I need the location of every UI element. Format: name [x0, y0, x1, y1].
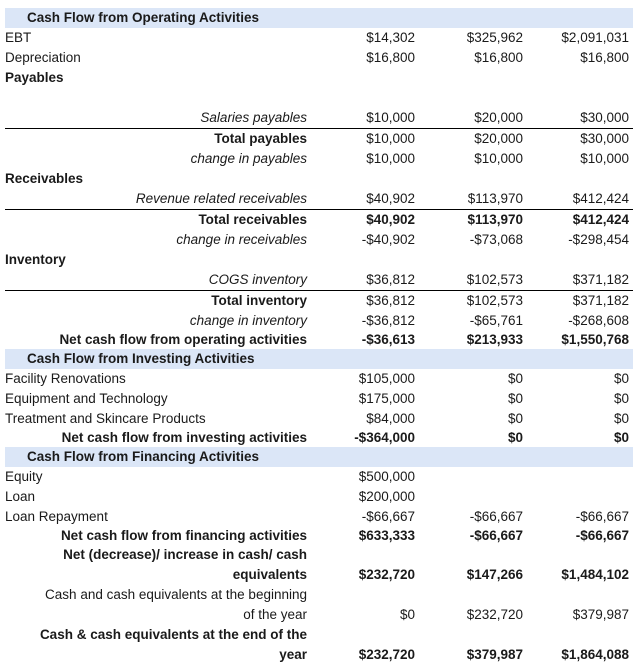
value-year-3: $412,424: [572, 191, 629, 206]
row-label: Net cash flow from financing activities: [60, 528, 307, 543]
value-year-2: $232,720: [466, 607, 523, 622]
row-label: Equipment and Technology: [5, 391, 168, 406]
row-change-inventory: [5, 311, 633, 330]
row-cogs-inventory: [5, 270, 633, 290]
value-year-2: $102,573: [466, 272, 523, 287]
row-label: Payables: [5, 70, 64, 85]
value-year-2: $0: [507, 411, 523, 426]
value-year-3: $16,800: [580, 50, 629, 65]
value-year-1: $36,812: [366, 272, 415, 287]
row-label: Facility Renovations: [5, 371, 126, 386]
value-year-2: $102,573: [466, 293, 523, 308]
row-total-receivables: [5, 209, 633, 230]
row-label: Revenue related receivables: [135, 191, 307, 206]
row-salaries-payables: [5, 108, 633, 128]
row-label: Loan Repayment: [5, 509, 108, 524]
row-label: Total inventory: [211, 293, 307, 308]
value-year-2: $0: [507, 371, 523, 386]
row-depreciation: [5, 48, 633, 68]
value-year-1: $40,902: [366, 191, 415, 206]
row-label: Equity: [5, 469, 43, 484]
value-year-2: $0: [507, 430, 523, 445]
value-year-3: $379,987: [572, 607, 629, 622]
section-header-investing: [5, 349, 633, 369]
value-year-2: $113,970: [467, 191, 523, 206]
value-year-1: $36,812: [366, 293, 415, 308]
value-year-3: -$66,667: [575, 528, 629, 543]
value-year-2: $213,933: [466, 332, 523, 347]
value-year-3: $0: [613, 411, 629, 426]
row-label: Depreciation: [5, 50, 81, 65]
row-label: Cash Flow from Operating Activities: [27, 10, 260, 25]
value-year-3: $0: [613, 371, 629, 386]
row-label: Cash Flow from Financing Activities: [27, 449, 260, 464]
value-year-3: $30,000: [580, 110, 629, 125]
value-year-1: $105,000: [358, 371, 415, 386]
row-label: Net cash flow from operating activities: [59, 332, 307, 347]
value-year-1: $16,800: [366, 50, 415, 65]
section-header-financing: [5, 447, 633, 467]
value-year-2: $147,266: [466, 567, 523, 582]
row-loan-repayment: [5, 507, 633, 526]
row-label: COGS inventory: [208, 272, 307, 287]
row-change-receivables: [5, 230, 633, 250]
value-year-2: -$66,667: [469, 509, 523, 524]
value-year-1: $633,333: [358, 528, 415, 543]
value-year-3: $371,182: [572, 272, 629, 287]
value-year-1: $232,720: [358, 567, 415, 582]
row-net-investing: [5, 428, 633, 447]
section-header-operating: [5, 8, 633, 28]
row-receivables-header: [5, 169, 633, 189]
value-year-1: $40,902: [366, 212, 415, 227]
value-year-3: $1,550,768: [561, 332, 629, 347]
value-year-1: $500,000: [358, 469, 415, 484]
row-label: EBT: [5, 30, 32, 45]
value-year-2: $10,000: [474, 151, 523, 166]
row-ebt: [5, 28, 633, 48]
row-payables-header: [5, 68, 633, 88]
row-beginning-line2: [5, 605, 633, 625]
row-end-line2: [5, 645, 633, 665]
row-label: Total payables: [214, 131, 307, 146]
value-year-1: -$36,812: [361, 313, 415, 328]
value-year-3: $10,000: [580, 151, 629, 166]
value-year-1: -$40,902: [361, 232, 415, 247]
value-year-1: $14,302: [366, 30, 415, 45]
value-year-2: -$66,667: [469, 528, 523, 543]
row-inventory-header: [5, 250, 633, 270]
value-year-1: -$364,000: [354, 430, 415, 445]
row-label: equivalents: [232, 567, 307, 582]
row-label: of the year: [243, 607, 307, 622]
row-label: Net (decrease)/ increase in cash/ cash: [63, 547, 307, 562]
row-loan: [5, 487, 633, 507]
value-year-1: $10,000: [366, 110, 415, 125]
value-year-1: $232,720: [358, 647, 415, 662]
value-year-3: $412,424: [572, 212, 629, 227]
row-total-inventory: [5, 290, 633, 311]
row-net-operating: [5, 330, 633, 349]
row-change-payables: [5, 149, 633, 169]
row-equity: [5, 467, 633, 487]
value-year-3: -$298,454: [568, 232, 629, 247]
row-label: Total receivables: [198, 212, 307, 227]
value-year-2: -$73,068: [469, 232, 523, 247]
value-year-2: $20,000: [474, 131, 523, 146]
value-year-1: $10,000: [366, 151, 415, 166]
value-year-3: $1,484,102: [561, 567, 629, 582]
row-label: Cash and cash equivalents at the beginning: [45, 587, 307, 602]
row-equipment-technology: [5, 389, 633, 409]
value-year-1: -$36,613: [361, 332, 415, 347]
row-total-payables: [5, 128, 633, 149]
row-label: Receivables: [5, 171, 84, 186]
value-year-1: $84,000: [366, 411, 415, 426]
row-label: change in payables: [190, 151, 307, 166]
value-year-1: $175,000: [358, 391, 415, 406]
row-net-financing: [5, 526, 633, 545]
value-year-2: $113,970: [467, 212, 523, 227]
value-year-3: -$66,667: [575, 509, 629, 524]
row-treatment-products: [5, 409, 633, 428]
value-year-2: $20,000: [474, 110, 523, 125]
row-label: Net cash flow from investing activities: [61, 430, 307, 445]
value-year-2: -$65,761: [469, 313, 523, 328]
row-net-change-line2: [5, 565, 633, 585]
row-label: Cash & cash equivalents at the end of the: [39, 627, 307, 642]
value-year-2: $16,800: [474, 50, 523, 65]
value-year-3: $371,182: [572, 293, 629, 308]
row-facility-renovations: [5, 369, 633, 389]
row-label: change in receivables: [176, 232, 307, 247]
row-label: year: [279, 647, 307, 662]
value-year-3: $0: [613, 430, 629, 445]
row-label: Inventory: [5, 252, 66, 267]
value-year-1: $0: [399, 607, 415, 622]
row-label: change in inventory: [189, 313, 307, 328]
value-year-3: -$268,608: [568, 313, 629, 328]
value-year-3: $30,000: [580, 131, 629, 146]
row-net-change-line1: [5, 545, 633, 565]
row-label: Salaries payables: [200, 110, 307, 125]
value-year-2: $0: [507, 391, 523, 406]
cash-flow-table: [5, 8, 633, 665]
row-beginning-line1: [5, 585, 633, 605]
value-year-1: $10,000: [366, 131, 415, 146]
value-year-1: -$66,667: [361, 509, 415, 524]
value-year-3: $2,091,031: [561, 30, 629, 45]
value-year-3: $0: [613, 391, 629, 406]
value-year-2: $379,987: [466, 647, 523, 662]
value-year-1: $200,000: [358, 489, 415, 504]
row-end-line1: [5, 625, 633, 645]
row-spacer: [5, 88, 633, 108]
row-revenue-receivables: [5, 189, 633, 209]
value-year-3: $1,864,088: [561, 647, 629, 662]
value-year-2: $325,962: [466, 30, 523, 45]
row-label: Treatment and Skincare Products: [5, 411, 206, 426]
row-label: Loan: [5, 489, 36, 504]
row-label: Cash Flow from Investing Activities: [27, 351, 255, 366]
